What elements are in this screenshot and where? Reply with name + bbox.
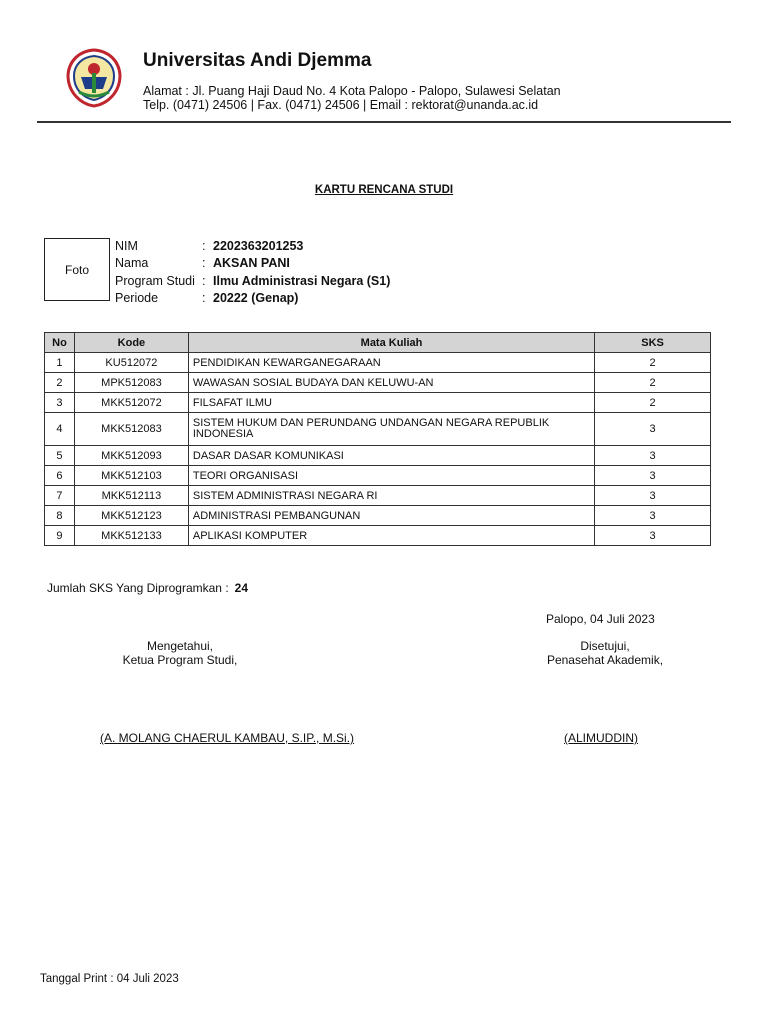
cell-no: 5 [45, 446, 75, 466]
total-sks [47, 581, 248, 595]
column-header-sks: SKS [595, 333, 711, 353]
signature-right-line2: Penasehat Akademik, [546, 653, 664, 667]
total-sks-label: Jumlah SKS Yang Diprogramkan : [47, 581, 229, 595]
cell-mata-kuliah: WAWASAN SOSIAL BUDAYA DAN KELUWU-AN [188, 373, 594, 393]
print-date: Tanggal Print : 04 Juli 2023 [40, 973, 179, 985]
table-row [45, 526, 711, 546]
university-logo-icon [63, 47, 125, 109]
info-value: 2202363201253 [213, 238, 304, 253]
cell-mata-kuliah: ADMINISTRASI PEMBANGUNAN [188, 506, 594, 526]
cell-kode: MKK512113 [74, 486, 188, 506]
signatory-right-name: (ALIMUDDIN) [564, 731, 638, 745]
university-name: Universitas Andi Djemma [143, 50, 372, 71]
info-row-program-studi [115, 272, 390, 290]
cell-no: 2 [45, 373, 75, 393]
cell-mata-kuliah: PENDIDIKAN KEWARGANEGARAAN [188, 353, 594, 373]
info-label: Program Studi [115, 273, 195, 288]
cell-kode: KU512072 [74, 353, 188, 373]
cell-kode: MKK512133 [74, 526, 188, 546]
table-row [45, 486, 711, 506]
cell-no: 9 [45, 526, 75, 546]
table-row [45, 506, 711, 526]
cell-no: 8 [45, 506, 75, 526]
table-row [45, 446, 711, 466]
cell-sks: 3 [595, 466, 711, 486]
info-value: 20222 (Genap) [213, 291, 299, 306]
cell-sks: 3 [595, 446, 711, 466]
contact-line: Telp. (0471) 24506 | Fax. (0471) 24506 | Email : rektorat@unanda.ac.id [143, 98, 539, 112]
info-row-nama [115, 255, 390, 273]
cell-kode: MKK512103 [74, 466, 188, 486]
cell-kode: MKK512093 [74, 446, 188, 466]
cell-sks: 3 [595, 413, 711, 446]
cell-sks: 2 [595, 353, 711, 373]
info-row-periode [115, 290, 390, 308]
cell-mata-kuliah: APLIKASI KOMPUTER [188, 526, 594, 546]
cell-sks: 3 [595, 506, 711, 526]
table-row [45, 353, 711, 373]
table-header-row [45, 333, 711, 353]
signatory-left-name: (A. MOLANG CHAERUL KAMBAU, S.IP., M.Si.) [100, 731, 355, 745]
cell-no: 6 [45, 466, 75, 486]
cell-mata-kuliah: SISTEM ADMINISTRASI NEGARA RI [188, 486, 594, 506]
cell-no: 4 [45, 413, 75, 446]
table-row [45, 393, 711, 413]
table-row [45, 413, 711, 446]
course-table [44, 332, 711, 546]
signature-left-line2: Ketua Program Studi, [122, 653, 238, 667]
info-colon: : [202, 273, 206, 288]
column-header-kode: Kode [74, 333, 188, 353]
cell-kode: MKK512083 [74, 413, 188, 446]
signature-left [90, 639, 270, 667]
info-colon: : [202, 256, 206, 271]
cell-no: 3 [45, 393, 75, 413]
info-label: NIM [115, 238, 138, 253]
info-value: Ilmu Administrasi Negara (S1) [213, 273, 391, 288]
info-label: Periode [115, 291, 159, 306]
place-date: Palopo, 04 Juli 2023 [546, 612, 655, 626]
cell-sks: 3 [595, 486, 711, 506]
signature-right-line1: Disetujui, [580, 639, 630, 653]
column-header-mata-kuliah: Mata Kuliah [188, 333, 594, 353]
table-row [45, 466, 711, 486]
table-row [45, 373, 711, 393]
cell-kode: MPK512083 [74, 373, 188, 393]
signature-left-line1: Mengetahui, [146, 639, 214, 653]
cell-no: 7 [45, 486, 75, 506]
column-header-no: No [45, 333, 75, 353]
cell-no: 1 [45, 353, 75, 373]
cell-sks: 2 [595, 393, 711, 413]
address-line: Alamat : Jl. Puang Haji Daud No. 4 Kota Palopo - Palopo, Sulawesi Selatan [143, 84, 561, 98]
cell-mata-kuliah: DASAR DASAR KOMUNIKASI [188, 446, 594, 466]
info-value: AKSAN PANI [213, 256, 290, 271]
info-colon: : [202, 238, 206, 253]
cell-sks: 3 [595, 526, 711, 546]
cell-mata-kuliah: SISTEM HUKUM DAN PERUNDANG UNDANGAN NEGARA REPUBLIK INDONESIA [188, 413, 594, 446]
cell-mata-kuliah: TEORI ORGANISASI [188, 466, 594, 486]
header-divider [37, 121, 731, 123]
signature-right [530, 639, 680, 667]
cell-kode: MKK512123 [74, 506, 188, 526]
cell-kode: MKK512072 [74, 393, 188, 413]
university-address [143, 84, 561, 112]
student-info [115, 237, 390, 307]
cell-mata-kuliah: FILSAFAT ILMU [188, 393, 594, 413]
total-sks-value: 24 [234, 581, 249, 595]
cell-sks: 2 [595, 373, 711, 393]
document-title: KARTU RENCANA STUDI [314, 184, 454, 196]
photo-label: Foto [64, 262, 89, 277]
info-row-nim [115, 237, 390, 255]
photo-placeholder [44, 238, 110, 301]
info-colon: : [202, 291, 206, 306]
info-label: Nama [115, 256, 149, 271]
